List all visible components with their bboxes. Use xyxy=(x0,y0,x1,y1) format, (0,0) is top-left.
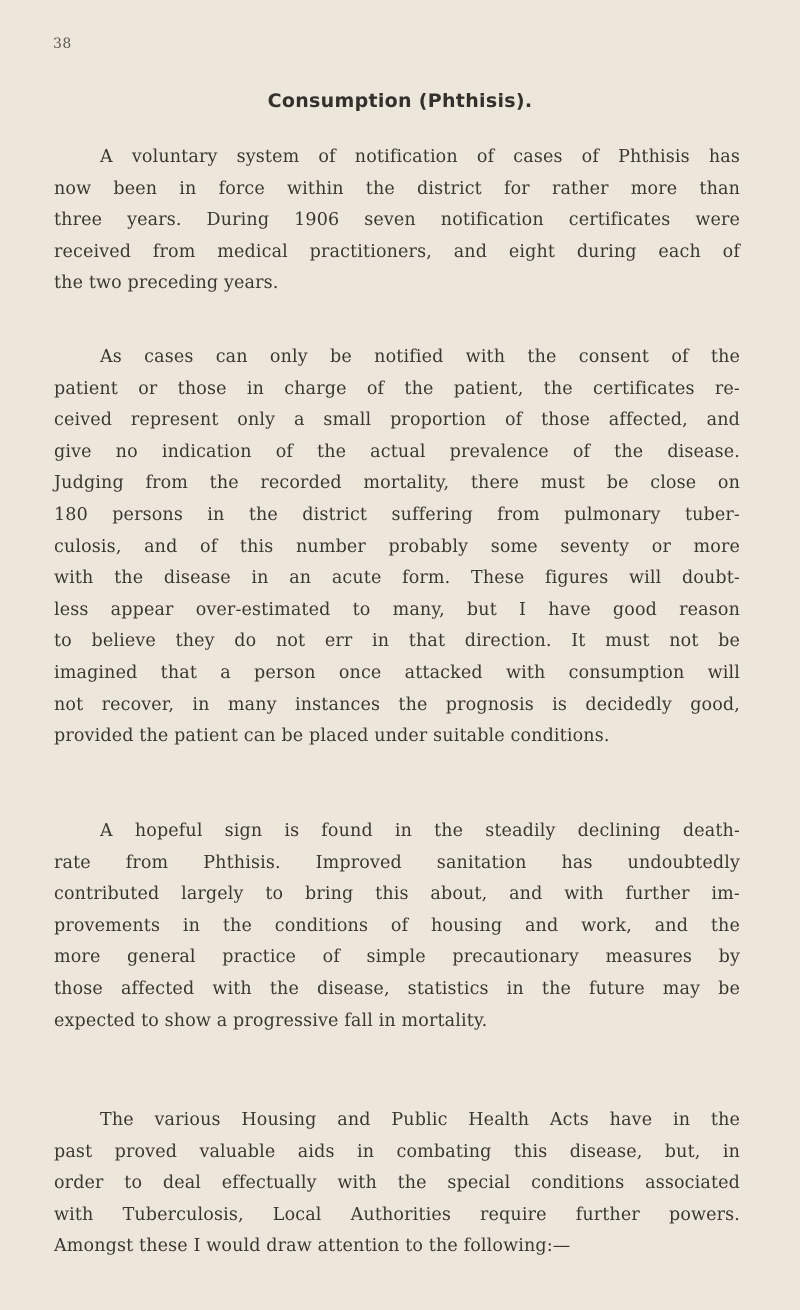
paragraph-line: provements in the conditions of housing and work, and the xyxy=(54,915,740,936)
paragraph-line: with Tuberculosis, Local Authorities require further powers. xyxy=(54,1204,740,1225)
paragraph-line: those affected with the disease, statistics in the future may be xyxy=(54,978,740,999)
paragraph-line: culosis, and of this number probably some seventy or more xyxy=(54,536,740,557)
paragraph-line: provided the patient can be placed under suitable conditions. xyxy=(54,726,610,747)
paragraph-prevalence xyxy=(54,342,740,753)
paragraph-line: order to deal effectually with the special conditions associated xyxy=(54,1173,740,1194)
paragraph-line: ceived represent only a small proportion of those affected, and xyxy=(54,410,740,431)
paragraph-line: expected to show a progressive fall in mortality. xyxy=(54,1010,488,1031)
paragraph-line: 180 persons in the district suffering from pulmonary tuber- xyxy=(54,504,740,525)
paragraph-line: to believe they do not err in that direction. It must not be xyxy=(54,631,740,652)
paragraph-line: contributed largely to bring this about, and with further im- xyxy=(54,884,740,905)
page-title: Consumption (Phthisis). xyxy=(267,90,533,112)
paragraph-line: patient or those in charge of the patient, the certificates re- xyxy=(54,378,740,399)
paragraph-line: less appear over-estimated to many, but I have good reason xyxy=(54,599,740,620)
paragraph-line: now been in force within the district for rather more than xyxy=(54,178,740,199)
paragraph-notification xyxy=(54,142,740,300)
paragraph-line: A voluntary system of notification of cases of Phthisis has xyxy=(100,147,740,167)
paragraph-line: more general practice of simple precautionary measures by xyxy=(54,947,740,968)
paragraph-death-rate xyxy=(54,816,740,1037)
paragraph-line: rate from Phthisis. Improved sanitation has undoubtedly xyxy=(54,852,740,873)
paragraph-line: As cases can only be notified with the consent of the xyxy=(100,347,740,367)
paragraph-line: three years. During 1906 seven notification certificates were xyxy=(54,210,740,231)
paragraph-line: past proved valuable aids in combating this disease, but, in xyxy=(54,1141,740,1162)
paragraph-line: A hopeful sign is found in the steadily declining death- xyxy=(100,821,740,841)
page-number: 38 xyxy=(53,36,72,52)
paragraph-line: give no indication of the actual prevalence of the disease. xyxy=(54,441,740,462)
paragraph-line: received from medical practitioners, and eight during each of xyxy=(54,241,740,262)
paragraph-housing-acts xyxy=(54,1105,740,1263)
paragraph-line: with the disease in an acute form. These figures will doubt- xyxy=(54,568,740,589)
paragraph-line: not recover, in many instances the prognosis is decidedly good, xyxy=(54,694,740,715)
paragraph-line: The various Housing and Public Health Acts have in the xyxy=(100,1110,740,1130)
paragraph-line: imagined that a person once attacked with consumption will xyxy=(54,662,740,683)
paragraph-line: Amongst these I would draw attention to the following:— xyxy=(54,1236,571,1257)
paragraph-line: Judging from the recorded mortality, there must be close on xyxy=(54,473,740,494)
paragraph-line: the two preceding years. xyxy=(54,273,279,294)
